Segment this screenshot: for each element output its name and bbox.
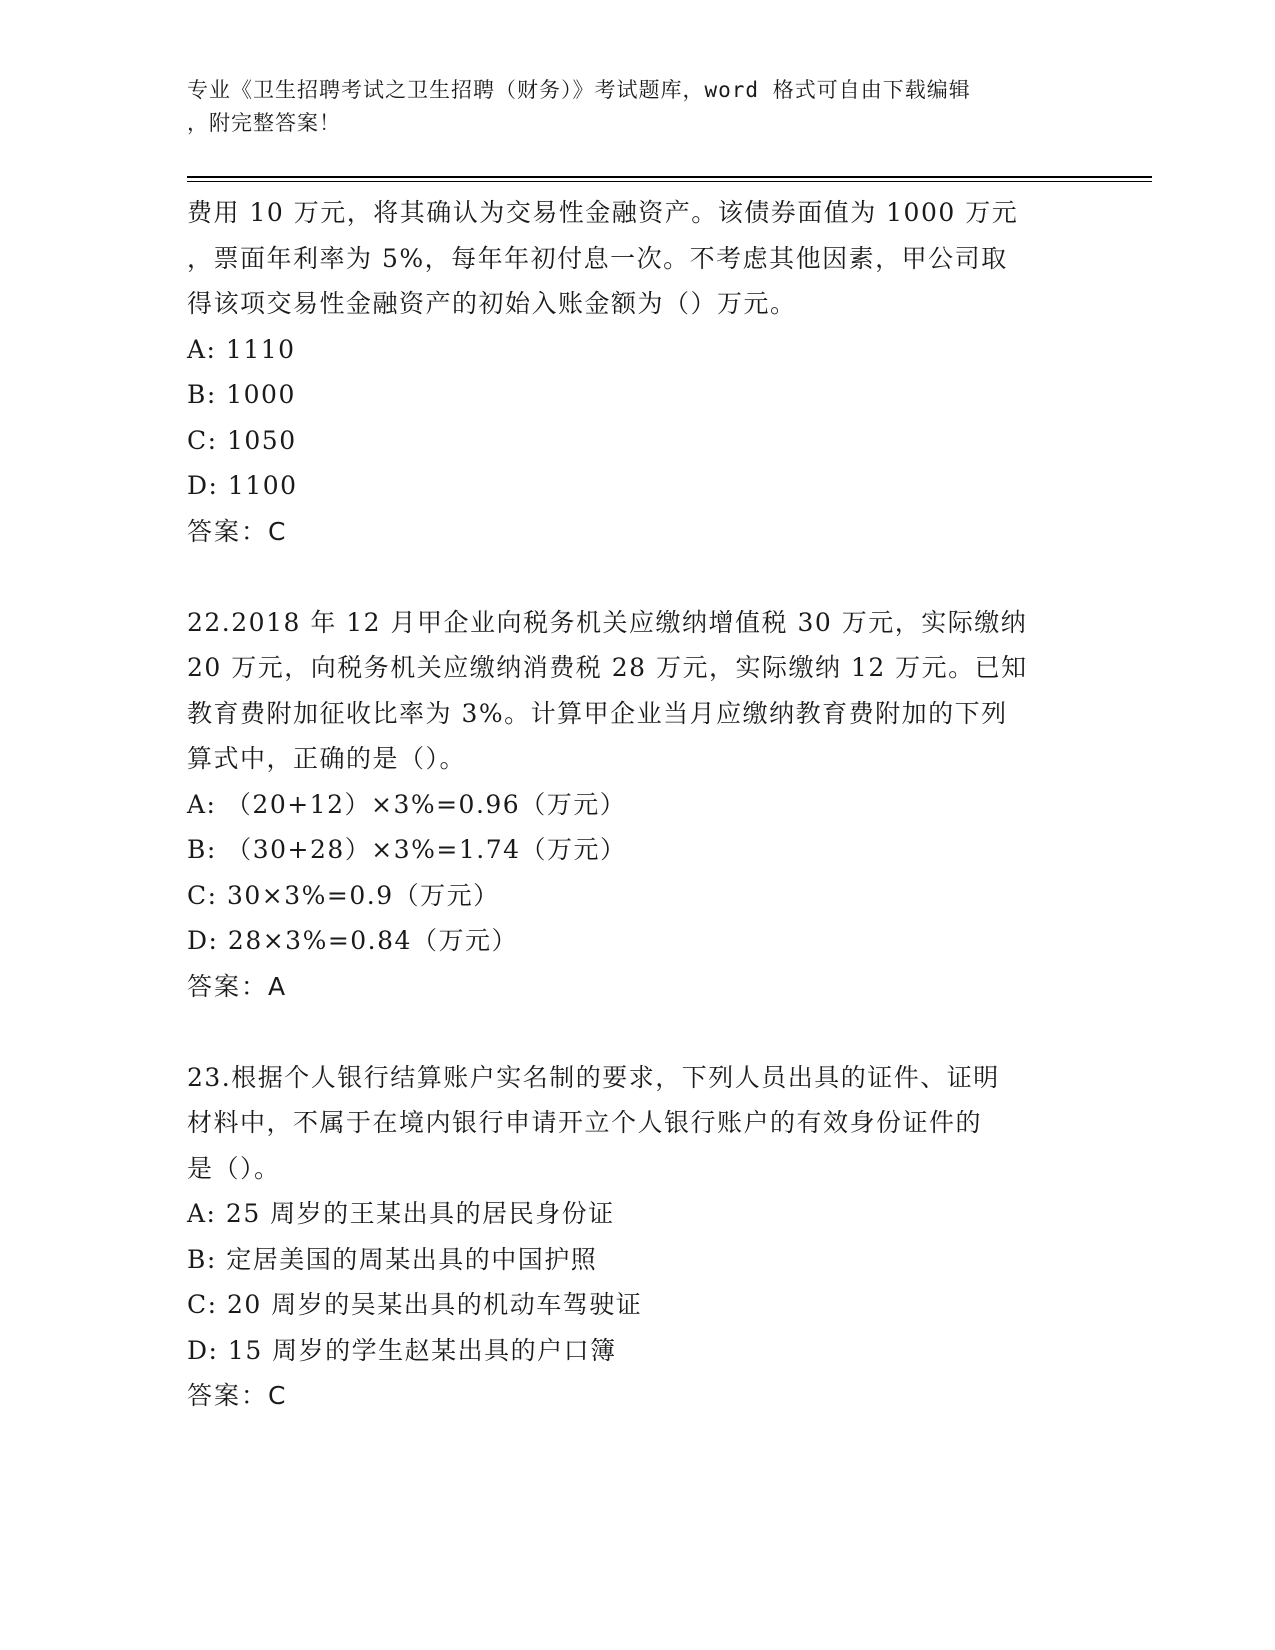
option-d: D: 1100 [187, 471, 298, 500]
option-c: C: 1050 [187, 425, 297, 455]
answer-line: 答案：C [187, 516, 288, 546]
option-a: A: （20+12）×3%=0.96（万元） [187, 789, 627, 819]
question-block [187, 190, 1087, 554]
option-a: A: 25 周岁的王某出具的居民身份证 [187, 1199, 615, 1228]
question-text-line: 算式中，正确的是（）。 [187, 744, 467, 773]
option-d: D: 15 周岁的学生赵某出具的户口簿 [187, 1335, 617, 1365]
question-block [187, 600, 1087, 1010]
spacer [187, 554, 1087, 600]
header-line-2: ，附完整答案！ [187, 111, 341, 135]
question-text-line: 费用 10 万元，将其确认为交易性金融资产。该债券面值为 1000 万元 [187, 198, 1019, 227]
option-b: B: 定居美国的周某出具的中国护照 [187, 1244, 598, 1274]
option-c: C: 20 周岁的吴某出具的机动车驾驶证 [187, 1290, 643, 1319]
question-list [187, 190, 1087, 1419]
question-block [187, 1055, 1087, 1419]
header-rule-thin [187, 181, 1152, 182]
spacer [187, 1009, 1087, 1055]
question-text-line: 教育费附加征收比率为 3%。计算甲企业当月应缴纳教育费附加的下列 [187, 698, 1008, 728]
header-line-1: 专业《卫生招聘考试之卫生招聘（财务）》考试题库，word 格式可自由下载编辑 [187, 78, 971, 102]
question-text-line: 得该项交易性金融资产的初始入账金额为（）万元。 [187, 289, 797, 318]
question-text-line: 23.根据个人银行结算账户实名制的要求，下列人员出具的证件、证明 [187, 1062, 1000, 1092]
answer-line: 答案：A [187, 971, 288, 1001]
option-b: B: 1000 [187, 380, 296, 409]
option-b: B: （30+28）×3%=1.74（万元） [187, 835, 627, 864]
question-text-line: 20 万元，向税务机关应缴纳消费税 28 万元，实际缴纳 12 万元。已知 [187, 653, 1028, 682]
question-text-line: 材料中，不属于在境内银行申请开立个人银行账户的有效身份证件的 [187, 1108, 983, 1137]
option-d: D: 28×3%=0.84（万元） [187, 926, 518, 955]
document-header [187, 74, 1067, 140]
question-text-line: 是（）。 [187, 1153, 281, 1183]
question-text-line: 22.2018 年 12 月甲企业向税务机关应缴纳增值税 30 万元，实际缴纳 [187, 607, 1028, 637]
header-rule-thick [187, 176, 1152, 178]
option-c: C: 30×3%=0.9（万元） [187, 880, 500, 910]
option-a: A: 1110 [187, 334, 296, 364]
answer-line: 答案：C [187, 1381, 288, 1410]
question-text-line: ，票面年利率为 5%，每年年初付息一次。不考虑其他因素，甲公司取 [187, 243, 1008, 273]
